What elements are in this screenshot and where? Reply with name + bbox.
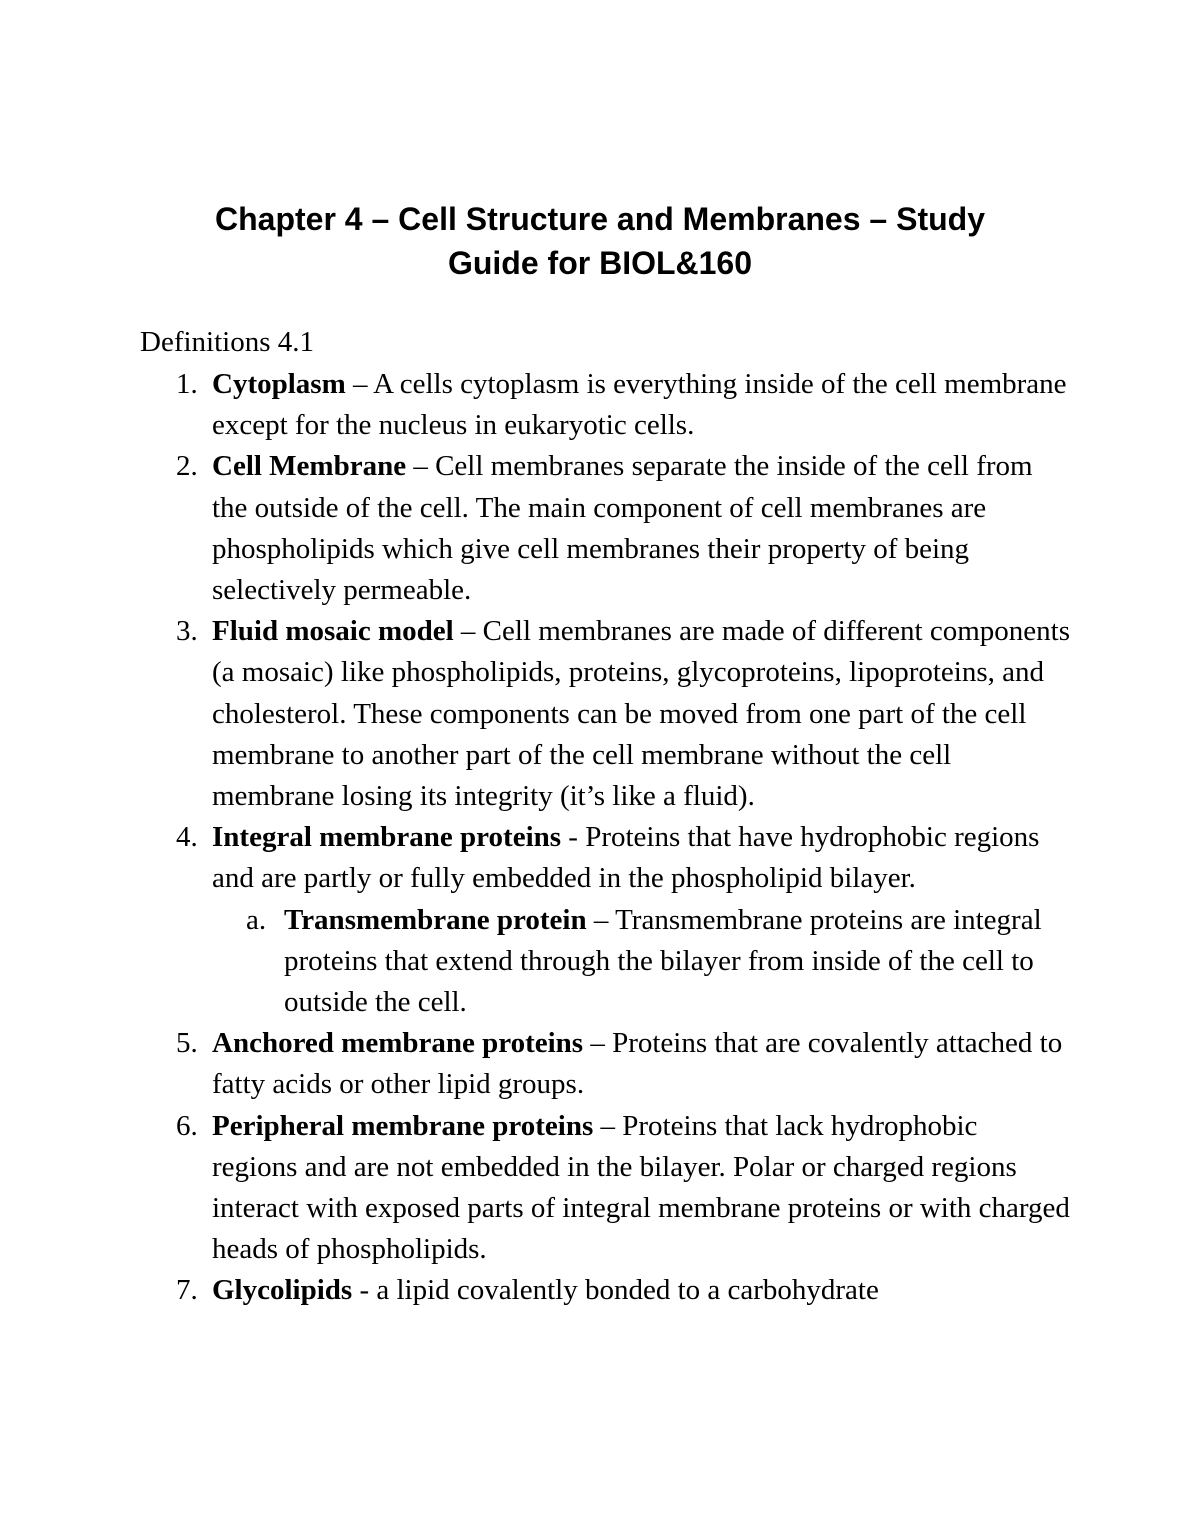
definition-text: a lipid covalently bonded to a carbohydrate [376, 1274, 879, 1307]
definitions-list [140, 364, 1070, 1312]
definition-number: 1. [176, 368, 198, 400]
page-title [100, 197, 1100, 285]
definition-term: Anchored membrane proteins [212, 1027, 584, 1060]
definition-text: Proteins that lack hydrophobic regions and are not embedded in the bilayer. Polar or charged regions interact with exposed parts of integral membrane proteins or with charged heads of phospholipids. [212, 1109, 1070, 1266]
page-title-line-2: Guide for BIOL&160 [447, 245, 753, 281]
definition-term: Cell Membrane [212, 450, 407, 483]
definition-item-fluid-mosaic-model [140, 611, 1070, 817]
sub-definitions-list [212, 900, 1070, 1024]
definition-number: 2. [176, 450, 198, 483]
sub-definition-separator: – [586, 903, 616, 936]
sub-definition-item-transmembrane-protein [212, 900, 1070, 1024]
definition-term: Fluid mosaic model [212, 615, 454, 648]
definition-separator: – [583, 1027, 613, 1060]
definition-text: Cell membranes are made of different components (a mosaic) like phospholipids, proteins, glycoproteins, lipoproteins, and cholesterol. These components can be moved from one part of the cell membrane to another part of the cell membrane without the cell membrane losing its integrity (it’s like a fluid). [212, 615, 1070, 813]
definition-number: 4. [176, 821, 198, 854]
definition-term: Cytoplasm [212, 368, 346, 400]
definition-number: 3. [176, 615, 198, 648]
section-heading: Definitions 4.1 [140, 326, 314, 358]
definition-separator: - [561, 821, 586, 854]
definition-number: 5. [176, 1027, 198, 1060]
definition-item-integral-membrane-proteins [140, 817, 1070, 1023]
definition-term: Integral membrane proteins [212, 821, 562, 854]
definition-separator: – [593, 1109, 623, 1142]
sub-definition-term: Transmembrane protein [284, 903, 587, 936]
definition-separator: – [345, 368, 374, 400]
definition-term: Peripheral membrane proteins [212, 1109, 594, 1142]
definition-number: 6. [176, 1109, 198, 1142]
definition-term: Glycolipids [212, 1274, 353, 1307]
definition-separator: – [406, 450, 436, 483]
definition-item-cytoplasm [140, 364, 1070, 446]
definition-item-peripheral-membrane-proteins [140, 1106, 1070, 1271]
definition-number: 7. [176, 1274, 198, 1307]
definition-separator: - [352, 1274, 377, 1307]
definition-item-anchored-membrane-proteins [140, 1023, 1070, 1105]
page-title-line-1: Chapter 4 – Cell Structure and Membranes – Study [215, 201, 985, 237]
definition-text: Proteins that are covalently attached to fatty acids or other lipid groups. [212, 1027, 1063, 1101]
definition-item-glycolipids [140, 1270, 1070, 1311]
definition-text: Cell membranes separate the inside of the cell from the outside of the cell. The main component of cell membranes are phospholipids which give cell membranes their property of being selectively permeable. [212, 450, 1033, 607]
definition-text: A cells cytoplasm is everything inside of the cell membrane except for the nucleus in eukaryotic cells. [212, 368, 1067, 442]
definition-text: Proteins that have hydrophobic regions and are partly or fully embedded in the phospholipid bilayer. [212, 821, 1040, 895]
sub-definition-text: Transmembrane proteins are integral proteins that extend through the bilayer from inside of the cell to outside the cell. [284, 903, 1042, 1019]
definition-separator: – [453, 615, 483, 648]
definition-item-cell-membrane [140, 446, 1070, 611]
sub-definition-letter: a. [246, 903, 267, 936]
